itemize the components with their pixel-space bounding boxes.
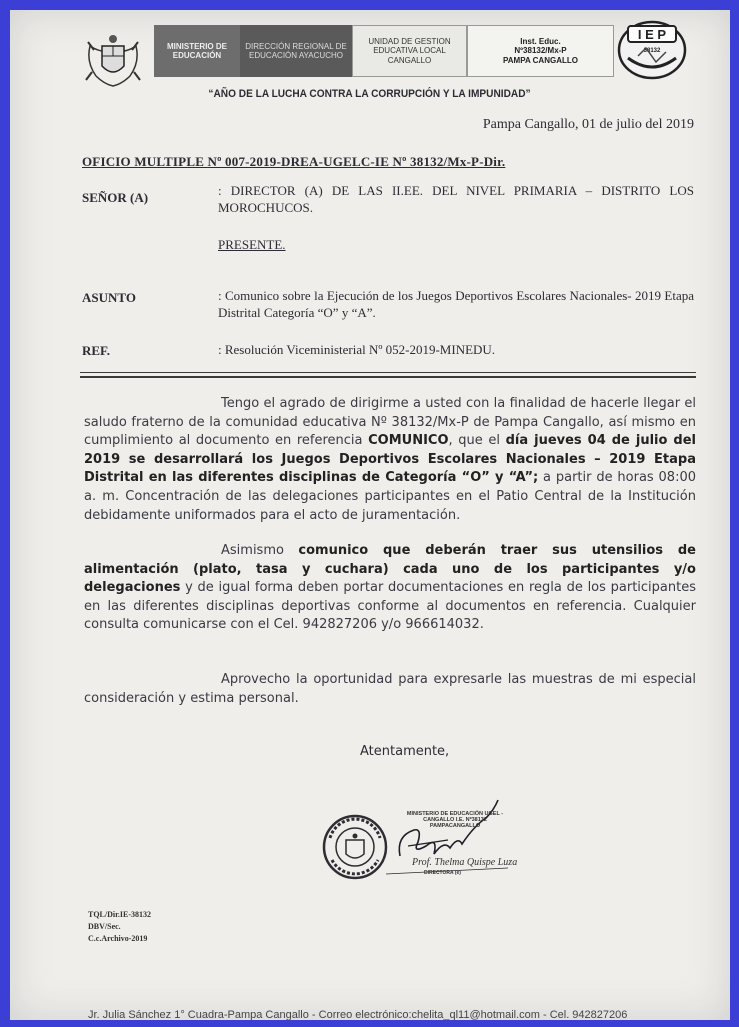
body-paragraph-2 [84, 542, 696, 635]
ref-label: REF. [82, 343, 111, 358]
header-inst-line1: Inst. Educ. [520, 37, 561, 47]
header-institution [467, 25, 614, 77]
signatory-role: DIRECTORA (e) [424, 870, 461, 876]
ref-line: C.c.Archivo-2019 [88, 934, 148, 943]
p1-text-c: , que el [448, 433, 506, 449]
body-paragraph-3 [84, 671, 696, 708]
p2-bold-utensils: comunico que deberán traer sus utensilios de alimentación (plato, tasa y cuchara) cada uno de los participantes y/o delegaciones [84, 543, 696, 596]
divider-line-thick [80, 376, 696, 378]
closing-salutation: Atentamente, [360, 744, 450, 759]
school-logo-icon [616, 18, 688, 80]
header-inst-line3: PAMPA CANGALLO [503, 55, 578, 65]
ref-line: TQL/Dir.IE-38132 [88, 910, 152, 919]
divider-line [80, 372, 696, 373]
p2-text-a: Asimismo [221, 543, 299, 558]
header-ugel: UNIDAD DE GESTION EDUCATIVA LOCAL CANGALLO [352, 25, 467, 77]
ref-line: DBV/Sec. [88, 922, 121, 931]
presente-label: PRESENTE. [218, 237, 286, 252]
year-motto: “AÑO DE LA LUCHA CONTRA LA CORRUPCIÓN Y LA IMPUNIDAD” [208, 88, 531, 100]
p2-text-c: y de igual forma deben portar documentaciones en regla de los participantes en las diferentes disciplinas deportivas conforme al documentos en referencia. Cualquier consulta comunicarse con el Cel. 942827206 y/o 966614032. [84, 580, 696, 633]
asunto-value: : Comunico sobre la Ejecución de los Juegos Deportivos Escolares Nacionales- 2019 Etapa Distrital Categoría “O” y “A”. [218, 288, 694, 320]
signatory-name: Prof. Thelma Quispe Luza [412, 857, 518, 868]
coat-of-arms-icon [84, 32, 142, 88]
reference-initials [88, 909, 151, 945]
p1-text-a: Tengo el agrado de dirigirme a usted con la finalidad de hacerle llegar el saludo fraterno de la comunidad educativa Nº 38132/Mx-P de Pampa Cangallo, así mismo en cumplimiento al documento en referencia [84, 396, 696, 449]
asunto-label: ASUNTO [82, 290, 136, 305]
recipient-value: : DIRECTOR (A) DE LAS II.EE. DEL NIVEL PRIMARIA – DISTRITO LOS MOROCHUCOS. [218, 183, 694, 215]
recipient-label: SEÑOR (A) [82, 190, 149, 205]
body-paragraph-1 [84, 395, 696, 525]
p1-text-e: a partir de horas 08:00 a. m. Concentración de las delegaciones participantes en el Patio Central de la Institución debidamente uniformados para el acto de juramentación. [84, 470, 696, 523]
p3-text: Aprovecho la oportunidad para expresarle las muestras de mi especial consideración y estima personal. [84, 672, 696, 706]
ref-value: : Resolución Viceministerial Nº 052-2019-MINEDU. [218, 342, 496, 357]
p1-bold-date: día jueves 04 de julio del 2019 se desarrollará los Juegos Deportivos Escolares Nacionales – 2019 Etapa Distrital en las diferentes disciplinas de Categoría “O” y “A”; [84, 433, 696, 486]
school-logo-label: I E P [637, 27, 667, 42]
signature-seal-text: MINISTERIO DE EDUCACIÓN UGEL - CANGALLO I.E. Nº38132 PAMPACANGALLO [406, 811, 504, 829]
header-regional: DIRECCIÓN REGIONAL DE EDUCACIÓN AYACUCHO [240, 25, 352, 77]
institution-header [154, 25, 614, 77]
p1-bold-comunico: COMUNICO [368, 433, 449, 449]
header-ministry: MINISTERIO DE EDUCACIÓN [154, 25, 240, 77]
school-logo-number: 38132 [643, 48, 661, 54]
footer-contact: Jr. Julia Sánchez 1° Cuadra-Pampa Cangallo - Correo electrónico:chelita_ql11@hotmail.com - Cel. 942827206 [88, 1009, 628, 1021]
oficio-number: OFICIO MULTIPLE Nº 007-2019-DREA-UGELC-IE Nº 38132/Mx-P-Dir. [82, 154, 506, 169]
header-inst-line2: Nº38132/Mx-P [514, 46, 567, 56]
document-date: Pampa Cangallo, 01 de julio del 2019 [482, 117, 694, 132]
